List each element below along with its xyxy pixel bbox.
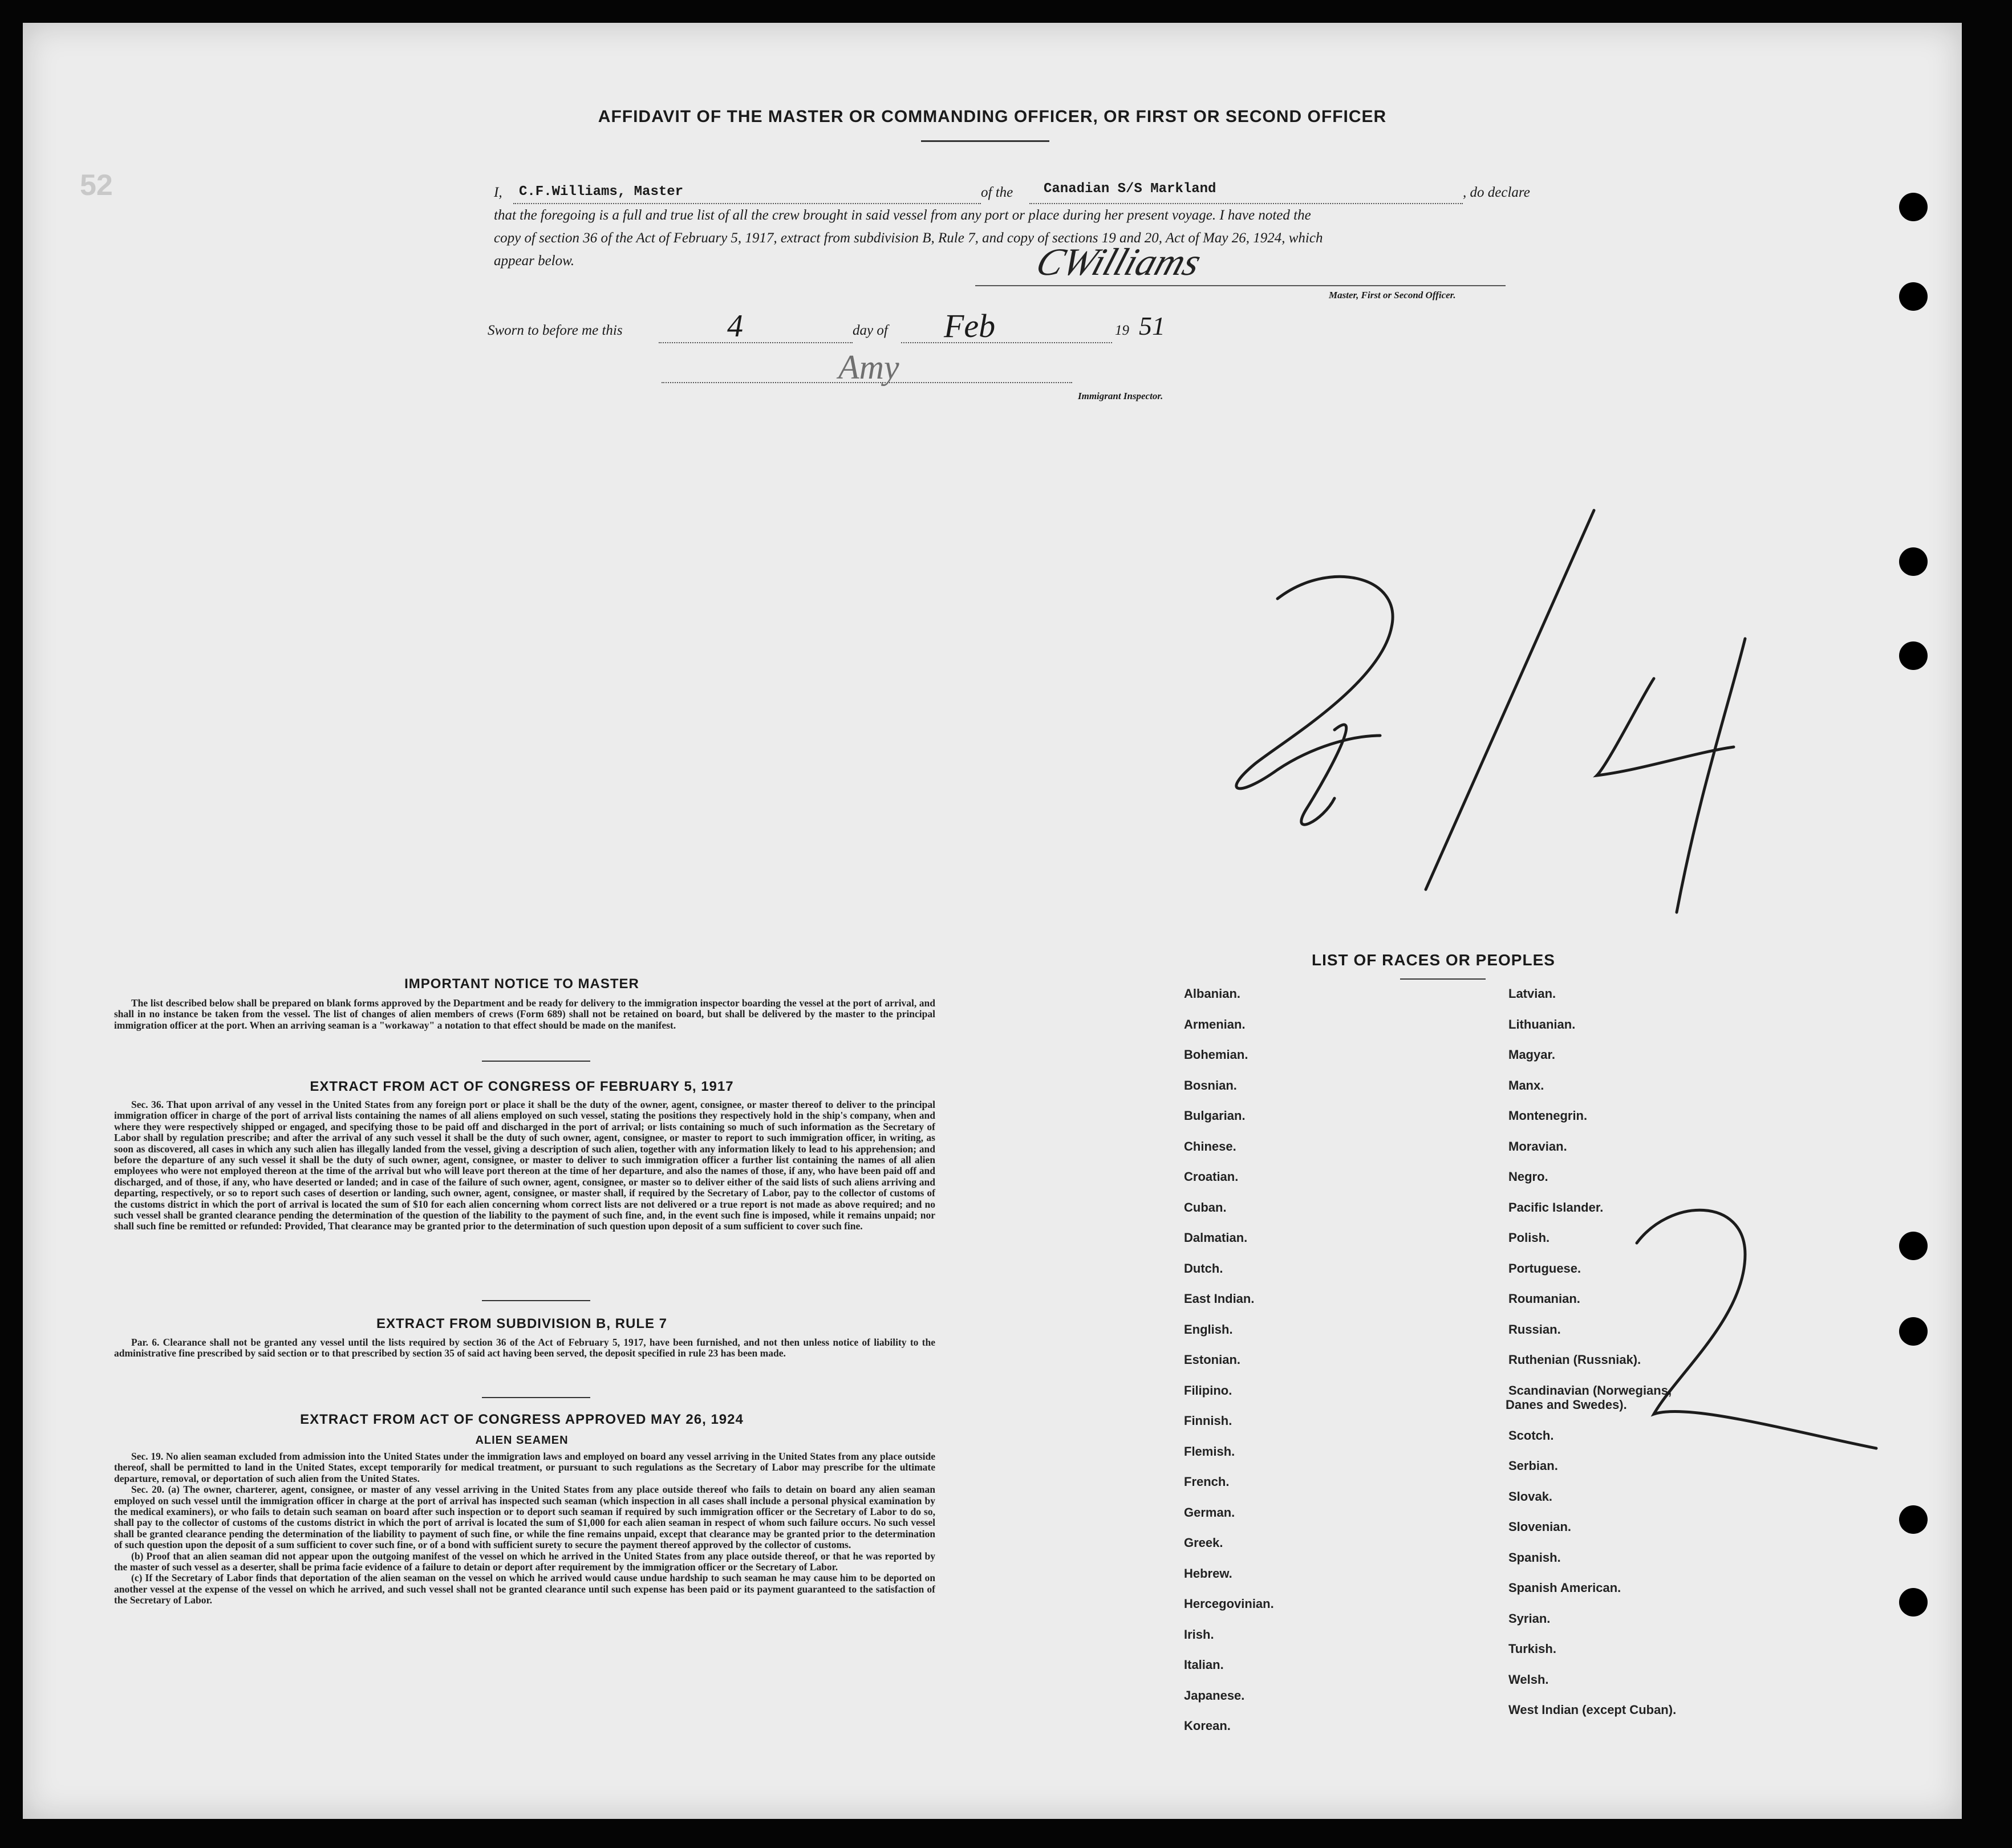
inspector-signature: Amy bbox=[838, 348, 899, 386]
do-declare-label: , do declare bbox=[1463, 185, 1530, 200]
race-item: Armenian. bbox=[1184, 1017, 1246, 1031]
race-item: Moravian. bbox=[1508, 1139, 1567, 1154]
race-item: Spanish. bbox=[1508, 1550, 1561, 1565]
day-of-label: day of bbox=[853, 323, 888, 338]
page-mark: 52 bbox=[80, 169, 113, 202]
master-name: C.F.Williams, Master bbox=[519, 184, 684, 200]
race-item: Slovenian. bbox=[1508, 1520, 1572, 1534]
race-item: Albanian. bbox=[1184, 986, 1241, 1001]
affidavit-i: I, bbox=[494, 185, 502, 200]
race-item: Scotch. bbox=[1508, 1428, 1554, 1443]
extract2-divider bbox=[482, 1397, 590, 1398]
race-item: Croatian. bbox=[1184, 1169, 1239, 1184]
extract2-heading: EXTRACT FROM SUBDIVISION B, RULE 7 bbox=[376, 1316, 668, 1331]
affidavit-line-4: appear below. bbox=[494, 253, 575, 269]
race-item: Korean. bbox=[1184, 1719, 1231, 1733]
race-item: Russian. bbox=[1508, 1322, 1561, 1337]
notice-body bbox=[114, 998, 935, 1031]
race-item: Turkish. bbox=[1508, 1642, 1556, 1656]
race-item: Montenegrin. bbox=[1508, 1108, 1588, 1123]
race-item: Italian. bbox=[1184, 1658, 1224, 1672]
extract1-paragraph: Sec. 36. That upon arrival of any vessel in the United States from any foreign port or place it shall be the duty of the owner, agent, consignee, or master thereof to deliver to the principal immigration officer in charge of the port of arrival lists containing the names of all aliens employed on such vessel, stating the positions they respectively hold in the ship's company, when and where they were respectively shipped or engaged, and specifying those to be paid off and discharged in the port of arrival; or lists containing so much of such information as the Secretary of Labor shall by regulation prescribe; and after the arrival of any such vessel it shall be the duty of such owner, agent, consignee, or master to report to such immigration officer, in writing, as soon as discovered, all cases in which any such alien has illegally landed from the vessel, giving a description of such alien, together with any information likely to lead to his apprehension; and before the departure of any such vessel it shall be the duty of such owner, agent, consignee, or master to deliver to such immigration officer a further list containing the names of all alien employees who were not employed thereon at the time of the arrival but who will leave port thereon at the time of her departure, and also the names of those, if any, who have been paid off and discharged, and of those, if any, who have deserted or landed; and in case of the failure of such owner, agent, consignee, or master so to deliver either of the said lists of such aliens arriving and departing, respectively, or so to report such cases of desertion or landing, such owner, agent, consignee, or master shall, if required by the Secretary of Labor, pay to the collector of customs of the customs district in which the port of arrival is located the sum of $10 for each alien concerning whom correct lists are not delivered or a true report is not made as above required; and no such vessel shall be granted clearance pending the determination of the question of the liability to the payment of such fine, and, in the event such fine is imposed, while it remains unpaid; nor shall such fine be remitted or refunded: Provided, That clearance may be granted prior to the determination of such question upon deposit of a sum sufficient to cover such fine. bbox=[114, 1099, 935, 1232]
race-item: Scandinavian (Norwegians, bbox=[1508, 1383, 1672, 1398]
extract2-body bbox=[114, 1337, 935, 1359]
race-item: Syrian. bbox=[1508, 1611, 1551, 1626]
sworn-day: 4 bbox=[727, 308, 743, 344]
sworn-month: Feb bbox=[944, 307, 996, 344]
extract2-paragraph: Par. 6. Clearance shall not be granted any vessel until the lists required by section 36 of the Act of February 5, 1917, have been furnished, and not then unless notice of liability to the administrative fine prescribed by said section or to that prescribed by section 35 of said act having been served, the deposit specified in rule 23 has been made. bbox=[114, 1337, 935, 1359]
race-item: Dalmatian. bbox=[1184, 1230, 1248, 1245]
master-label: Master, First or Second Officer. bbox=[1329, 290, 1456, 300]
race-item: Irish. bbox=[1184, 1627, 1214, 1642]
race-item: Manx. bbox=[1508, 1078, 1544, 1092]
hand-stroke bbox=[1637, 1210, 1876, 1448]
notice-heading: IMPORTANT NOTICE TO MASTER bbox=[404, 976, 639, 992]
extract1-heading: EXTRACT FROM ACT OF CONGRESS OF FEBRUARY 5, 1917 bbox=[310, 1079, 734, 1094]
race-item: Danes and Swedes). bbox=[1506, 1398, 1627, 1412]
race-item: Finnish. bbox=[1184, 1414, 1232, 1428]
extract3-paragraph: Sec. 20. (a) The owner, charterer, agent, consignee, or master of any vessel arriving in the United States from any place outside thereof who fails to detain on board any alien seaman employed on such vessel until the immigration officer in charge at the port of arrival has inspected such seaman (which inspection in all cases shall include a personal physical examination by the medical examiners), or who fails to detain such seaman on board after such inspection or to deport such seaman if required by such immigration officer or the Secretary of Labor to do so, shall pay to the collector of customs of the customs district in which the port of arrival is located the sum of $1,000 for each alien seaman in respect of whom such failure occurs. No such vessel shall be granted clearance pending the determination of the liability to payment of such fine, or while the fine remains unpaid, except that clearance may be granted prior to the determination of such question upon the deposit of a sum sufficient to cover such fine, or of a bond with sufficient surety to secure the payment thereof approved by the collector of customs. bbox=[114, 1484, 935, 1551]
extract3-subheading: ALIEN SEAMEN bbox=[475, 1434, 569, 1447]
races-divider bbox=[1400, 978, 1486, 980]
race-item: Latvian. bbox=[1508, 986, 1556, 1001]
affidavit-line-2: that the foregoing is a full and true list of all the crew brought in said vessel from any port or place during her present voyage. I have noted the bbox=[494, 208, 1311, 223]
extract3-heading: EXTRACT FROM ACT OF CONGRESS APPROVED MAY 26, 1924 bbox=[300, 1412, 744, 1427]
hand-stroke bbox=[1236, 576, 1393, 789]
race-item: Hebrew. bbox=[1184, 1566, 1232, 1581]
year-suffix: 51 bbox=[1139, 311, 1165, 340]
race-item: Hercegovinian. bbox=[1184, 1597, 1274, 1611]
race-item: East Indian. bbox=[1184, 1291, 1255, 1306]
race-item: Polish. bbox=[1508, 1230, 1550, 1245]
race-item: Magyar. bbox=[1508, 1047, 1555, 1062]
race-item: Lithuanian. bbox=[1508, 1017, 1576, 1031]
race-item: West Indian (except Cuban). bbox=[1508, 1703, 1677, 1717]
master-signature: CWilliams bbox=[1031, 240, 1207, 283]
notice-paragraph: The list described below shall be prepared on blank forms approved by the Department and be ready for delivery to the immigration inspector boarding the vessel at the port of arrival, and shall in no instance be taken from the vessel. The list of changes of alien members of crews (Form 689) shall not be retained on board, but shall be delivered by the master to the principal immigration officer at the port. When an arriving seaman is a "workaway" a notation to that effect should be made on the manifest. bbox=[114, 997, 935, 1031]
inspector-label: Immigrant Inspector. bbox=[1078, 391, 1163, 401]
race-item: English. bbox=[1184, 1322, 1233, 1337]
race-item: Roumanian. bbox=[1508, 1291, 1580, 1306]
race-item: Japanese. bbox=[1184, 1688, 1245, 1703]
race-item: Pacific Islander. bbox=[1508, 1200, 1604, 1215]
race-item: Bulgarian. bbox=[1184, 1108, 1246, 1123]
race-item: Greek. bbox=[1184, 1536, 1223, 1550]
vessel-name: Canadian S/S Markland bbox=[1044, 181, 1216, 197]
extract3-body bbox=[114, 1451, 935, 1606]
handwritten-mark bbox=[1277, 593, 1279, 594]
extract3-paragraph: Sec. 19. No alien seaman excluded from admission into the United States under the immigration laws and employed on board any vessel arriving in the United States from any place outside thereof, shall be permitted to land in the United States, except temporarily for medical treatment, or pursuant to such regulations as the Secretary of Labor may prescribe for the ultimate departure, removal, or deportation of such alien from the United States. bbox=[114, 1451, 935, 1484]
race-item: Bohemian. bbox=[1184, 1047, 1248, 1062]
race-item: Bosnian. bbox=[1184, 1078, 1237, 1092]
race-item: German. bbox=[1184, 1505, 1235, 1520]
hand-stroke bbox=[1426, 510, 1594, 890]
extract3-paragraph: (b) Proof that an alien seaman did not appear upon the outgoing manifest of the vessel on which he arrived in the United States from any place outside thereof, or that he was reported by the master of such vessel as a deserter, shall be prima facie evidence of a failure to detain or deport after requirement by the immigration officer or the Secretary of Labor. bbox=[114, 1550, 935, 1573]
document-page bbox=[23, 23, 1962, 1819]
sworn-prefix: Sworn to before me this bbox=[488, 323, 623, 338]
race-item: Spanish American. bbox=[1508, 1581, 1621, 1595]
race-item: Flemish. bbox=[1184, 1444, 1235, 1459]
hand-stroke bbox=[1301, 725, 1346, 825]
race-item: Serbian. bbox=[1508, 1459, 1558, 1473]
race-item: Portuguese. bbox=[1508, 1261, 1581, 1276]
of-the-label: of the bbox=[981, 185, 1013, 200]
year-prefix: 19 bbox=[1115, 323, 1129, 338]
race-item: Chinese. bbox=[1184, 1139, 1236, 1154]
race-item: Negro. bbox=[1508, 1169, 1548, 1184]
extract1-divider bbox=[482, 1300, 590, 1301]
race-item: Cuban. bbox=[1184, 1200, 1227, 1215]
race-item: Slovak. bbox=[1508, 1489, 1553, 1504]
race-item: French. bbox=[1184, 1475, 1230, 1489]
race-item: Filipino. bbox=[1184, 1383, 1232, 1398]
notice-divider bbox=[482, 1061, 590, 1062]
race-item: Dutch. bbox=[1184, 1261, 1223, 1276]
extract3-paragraph: (c) If the Secretary of Labor finds that deportation of the alien seaman on the vessel on which he arrived would cause undue hardship to such seaman he may cause him to be deported on another vessel at the expense of the vessel on which he arrived, and such vessel shall not be granted clearance until such expense has been paid or its payment guaranteed to the satisfaction of the Secretary of Labor. bbox=[114, 1572, 935, 1606]
races-heading: LIST OF RACES OR PEOPLES bbox=[1312, 951, 1555, 969]
race-item: Estonian. bbox=[1184, 1353, 1241, 1367]
race-item: Welsh. bbox=[1508, 1672, 1549, 1687]
extract1-body bbox=[114, 1099, 935, 1232]
affidavit-line-3: copy of section 36 of the Act of February 5, 1917, extract from subdivision B, Rule 7, and copy of sections 19 and 20, Act of May 26, 1924, which bbox=[494, 230, 1323, 246]
hand-stroke bbox=[1677, 639, 1745, 912]
affidavit-title: AFFIDAVIT OF THE MASTER OR COMMANDING OFFICER, OR FIRST OR SECOND OFFICER bbox=[598, 107, 1387, 126]
race-item: Ruthenian (Russniak). bbox=[1508, 1353, 1641, 1367]
